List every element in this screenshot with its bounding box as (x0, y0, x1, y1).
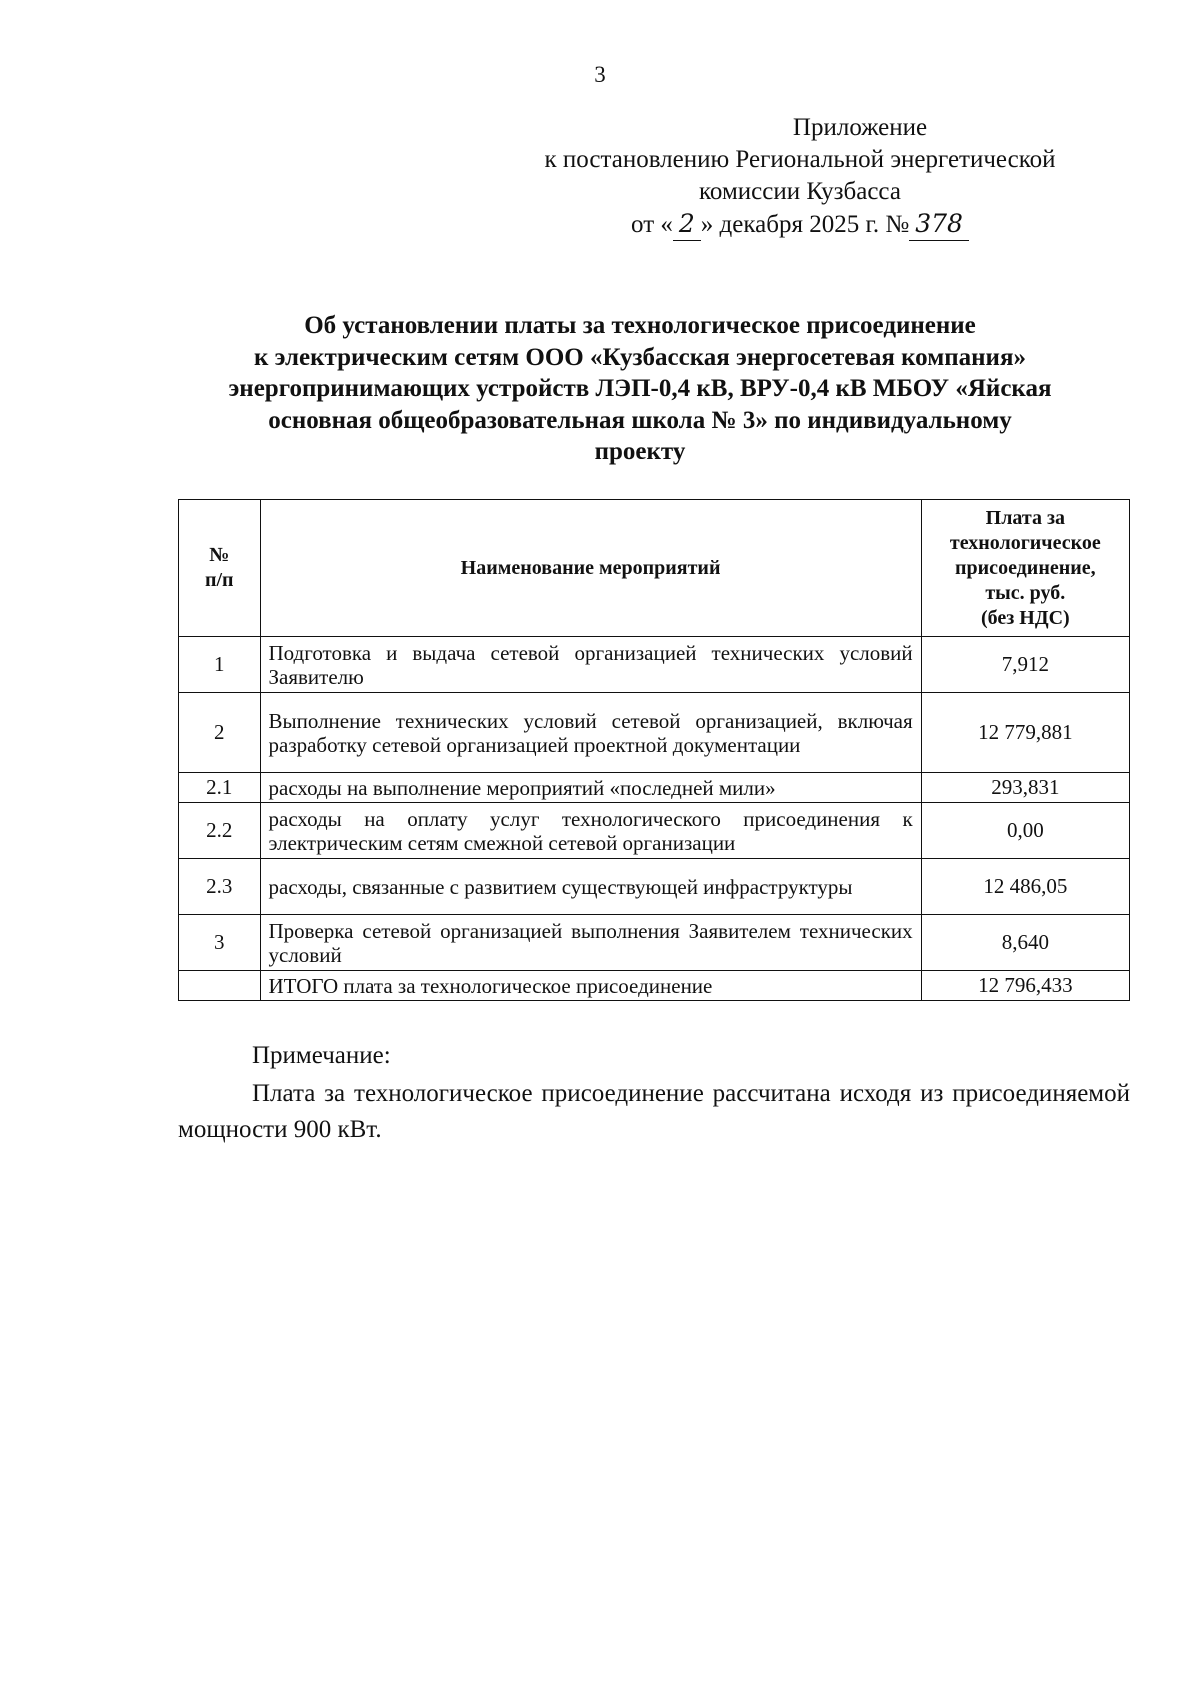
row-name: расходы на выполнение мероприятий «последней мили» (260, 773, 921, 803)
table-row (179, 773, 1130, 803)
title-line: к электрическим сетям ООО «Кузбасская энергосетевая компания» (254, 343, 1026, 371)
table-total-row (179, 971, 1130, 1001)
row-number: 2.1 (179, 773, 261, 803)
row-number: 3 (179, 915, 261, 971)
title-line: основная общеобразовательная школа № 3» по индивидуальному (268, 406, 1012, 434)
row-number: 2.3 (179, 859, 261, 915)
table-row (179, 859, 1130, 915)
appendix-label: Приложение (792, 114, 928, 141)
row-number: 1 (179, 637, 261, 693)
table-header-row (179, 500, 1130, 637)
table-row (179, 915, 1130, 971)
row-name: Выполнение технических условий сетевой организацией, включая разработку сетевой организацией проектной документации (260, 693, 921, 773)
table-row (179, 693, 1130, 773)
row-name: Проверка сетевой организацией выполнения Заявителем технических условий (260, 915, 921, 971)
date-day-handwritten: 2 (673, 208, 701, 241)
total-number (179, 971, 261, 1001)
row-name: расходы на оплату услуг технологического присоединения к электрическим сетям смежной сетевой организации (260, 803, 921, 859)
note-heading: Примечание: (252, 1042, 391, 1069)
title-line: проекту (594, 438, 686, 465)
header-fee: Плата за технологическое присоединение, тыс. руб. (без НДС) (921, 500, 1129, 637)
row-number: 2.2 (179, 803, 261, 859)
row-fee: 12 779,881 (921, 693, 1129, 773)
row-fee: 293,831 (921, 773, 1129, 803)
appendix-date-line (460, 208, 1140, 241)
row-name: Подготовка и выдача сетевой организацией технических условий Заявителю (260, 637, 921, 693)
note-text: Плата за технологическое присоединение рассчитана исходя из присоединяемой мощности 900 кВт. (178, 1080, 1130, 1143)
row-fee: 12 486,05 (921, 859, 1129, 915)
row-name: расходы, связанные с развитием существующей инфраструктуры (260, 859, 921, 915)
row-fee: 7,912 (921, 637, 1129, 693)
table-row (179, 637, 1130, 693)
total-name: ИТОГО плата за технологическое присоединение (260, 971, 921, 1001)
fee-table (178, 499, 1130, 1001)
row-number: 2 (179, 693, 261, 773)
appendix-header (460, 112, 1140, 241)
header-name: Наименование мероприятий (260, 500, 921, 637)
appendix-decree-line: к постановлению Региональной энергетической (544, 146, 1056, 173)
document-number-handwritten: 378 (909, 208, 969, 241)
date-prefix: от « (631, 211, 673, 238)
title-line: энергопринимающих устройств ЛЭП-0,4 кВ, ВРУ-0,4 кВ МБОУ «Яйская (228, 375, 1052, 402)
document-title (170, 310, 1110, 468)
header-number: № п/п (179, 500, 261, 637)
table-row (179, 803, 1130, 859)
total-fee: 12 796,433 (921, 971, 1129, 1001)
date-suffix: » декабря 2025 г. № (700, 211, 910, 238)
row-fee: 0,00 (921, 803, 1129, 859)
title-line: Об установлении платы за технологическое присоединение (304, 312, 976, 339)
page-number: 3 (594, 62, 606, 87)
row-fee: 8,640 (921, 915, 1129, 971)
appendix-commission-line: комиссии Кузбасса (699, 178, 901, 205)
